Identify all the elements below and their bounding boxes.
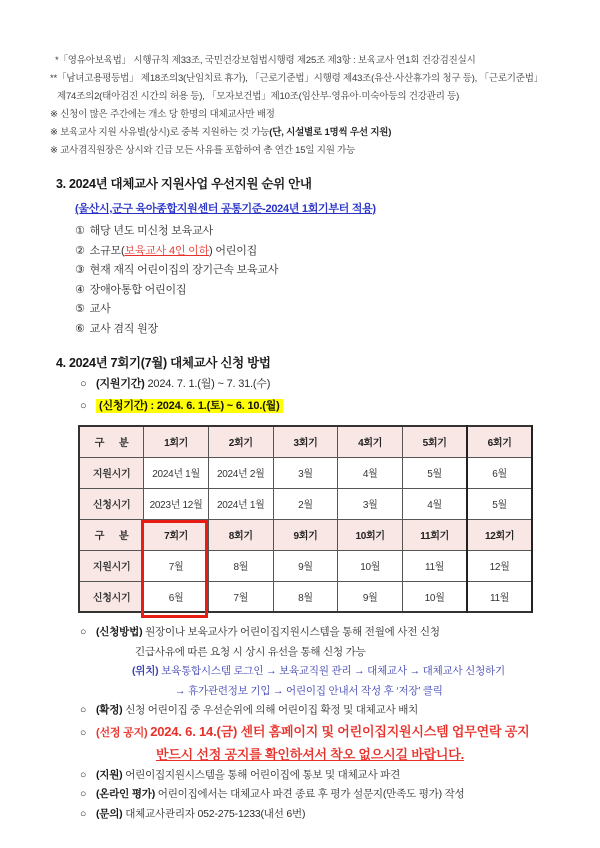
- table-header-cell: 2회기: [208, 426, 273, 457]
- circle-bullet-icon: ○: [80, 788, 87, 800]
- notice-line: [50, 142, 558, 160]
- circle-bullet-icon: ○: [80, 704, 87, 716]
- method-text: 신청 어린이집 중 우선순위에 의해 어린이집 확정 및 대체교사 배치: [125, 704, 419, 716]
- table-row: [79, 488, 532, 519]
- method-text: 어린이집지원시스템을 통해 어린이집에 통보 및 대체교사 파견: [125, 768, 401, 781]
- method-text: → 휴가관련정보 기입 → 어린이집 안내서 작성 후 ‘저장’ 클릭: [175, 684, 443, 697]
- table-cell: 5월: [403, 457, 468, 488]
- table-cell: 2024년 2월: [208, 457, 273, 488]
- table-header-cell: 4회기: [338, 426, 403, 457]
- notice-bold-text: (단, 시설별로 1명씩 우선 지원): [269, 127, 392, 138]
- item-number: ⑤: [75, 303, 85, 315]
- item-text: 장애아통합 어린이집: [89, 283, 187, 296]
- section3-title: 3. 2024년 대체교사 지원사업 우선지원 순위 안내: [56, 177, 312, 191]
- footnote-line: 제74조의2(태아검진 시간의 허용 등), 「모자보건법」제10조(임산부·영유아·미숙아등의 건강관리 등): [57, 91, 460, 102]
- method-line: [80, 805, 558, 825]
- table-cell: 11월: [467, 581, 532, 612]
- circle-bullet-icon: ○: [80, 807, 87, 820]
- selection-notice-text: 2024. 6. 14.(금) 센터 홈페이지 및 어린이집지원시스템 업무연락 공지: [150, 723, 530, 739]
- schedule-table-wrap: [78, 425, 533, 613]
- request-period-label: (신청기간) :: [99, 400, 154, 412]
- notice-text: ※ 교사겸직원장은 상시와 긴급 모든 사유를 포함하여 총 연간 15일 지원 가능: [50, 145, 356, 156]
- method-line: [80, 766, 558, 786]
- table-header-cell: 구 분: [79, 519, 144, 550]
- footnote-line: **「남녀고용평등법」 제18조의3(난임치료 휴가), 「근로기준법」시행령 제43조(유산·사산휴가의 청구 등), 「근로기준법」: [50, 73, 544, 84]
- item-red-text: 보육교사 4인 이하: [124, 244, 210, 257]
- method-label: (선정 공지): [96, 726, 148, 739]
- method-label: (신청방법): [96, 626, 143, 638]
- table-cell: 6월: [467, 457, 532, 488]
- table-header-cell: 구 분: [79, 426, 144, 457]
- table-header-cell: 6회기: [467, 426, 532, 457]
- circle-bullet-icon: ○: [80, 400, 87, 412]
- notice-text: ※ 신청이 많은 주간에는 개소 당 한명의 대체교사만 배정: [50, 109, 275, 120]
- method-text: 대체교사관리자 052-275-1233(내선 6번): [125, 807, 306, 820]
- apply-period-value: 2024. 7. 1.(월) ~ 7. 31.(수): [147, 378, 271, 390]
- method-label: (위치): [132, 665, 159, 677]
- table-header-cell: 3회기: [273, 426, 338, 457]
- table-cell: 2024년 1월: [144, 457, 209, 488]
- selection-warning-line: [90, 744, 530, 766]
- table-cell: 9월: [273, 550, 338, 581]
- highlighted-request-period: [96, 399, 283, 413]
- table-header-cell: 11회기: [403, 519, 468, 550]
- apply-period-line: [80, 375, 558, 393]
- table-cell: 4월: [403, 488, 468, 519]
- method-line: [80, 623, 558, 643]
- notice-line: [50, 106, 558, 124]
- item-text: 교사 겸직 원장: [89, 322, 158, 335]
- circle-bullet-icon: ○: [80, 626, 87, 638]
- row-label-cell: 신청시기: [79, 488, 144, 519]
- method-label: (온라인 평가): [96, 788, 156, 800]
- table-cell: 3월: [273, 457, 338, 488]
- item-number: ③: [75, 264, 85, 276]
- request-period-value: 2024. 6. 1.(토) ~ 6. 10.(월): [156, 400, 280, 412]
- method-line-location: [132, 662, 558, 682]
- priority-item: [75, 300, 558, 320]
- request-period-line: [80, 397, 558, 415]
- priority-item: [75, 242, 558, 262]
- table-header-row: [79, 426, 532, 457]
- section4-title: 4. 2024년 7회기(7월) 대체교사 신청 방법: [56, 356, 271, 370]
- priority-list: [75, 222, 558, 339]
- table-header-cell: 8회기: [208, 519, 273, 550]
- table-row: [79, 457, 532, 488]
- table-cell: 10월: [338, 550, 403, 581]
- row-label-cell: 지원시기: [79, 550, 144, 581]
- priority-item: [75, 281, 558, 301]
- circle-bullet-icon: ○: [80, 726, 87, 739]
- priority-item: [75, 320, 558, 340]
- table-cell: 9월: [338, 581, 403, 612]
- row-label-cell: 지원시기: [79, 457, 144, 488]
- table-cell: 10월: [403, 581, 468, 612]
- method-line: [80, 701, 558, 721]
- notice-line: [50, 124, 558, 142]
- selection-notice-line: [80, 721, 558, 744]
- table-cell: 7월: [144, 550, 209, 581]
- method-text: 원장이나 보육교사가 어린이집지원시스템을 통해 전월에 사전 신청: [145, 626, 440, 638]
- circle-bullet-icon: ○: [80, 378, 87, 390]
- table-cell: 8월: [273, 581, 338, 612]
- apply-period-label: (지원기간): [96, 378, 145, 390]
- section3-subtitle: (울산시,군구 육아종합지원센터 공통기준-2024년 1회기부터 적용): [75, 203, 376, 215]
- priority-item: [75, 261, 558, 281]
- table-header-cell: 5회기: [403, 426, 468, 457]
- method-label: (지원): [96, 768, 123, 781]
- table-row: [79, 581, 532, 612]
- table-header-cell: 9회기: [273, 519, 338, 550]
- item-number: ⑥: [75, 322, 85, 335]
- method-text: 긴급사유에 따른 요청 시 상시 유선을 통해 신청 가능: [135, 645, 366, 658]
- item-text: 교사: [89, 303, 111, 315]
- table-cell: 11월: [403, 550, 468, 581]
- row-label-cell: 신청시기: [79, 581, 144, 612]
- table-row: [79, 550, 532, 581]
- item-number: ④: [75, 283, 85, 296]
- item-number: ①: [75, 225, 85, 237]
- method-line: [80, 785, 558, 805]
- circle-bullet-icon: ○: [80, 768, 87, 781]
- method-text: 어린이집에서는 대체교사 파견 종료 후 평가 설문지(만족도 평가) 작성: [157, 788, 465, 800]
- method-line-location: [175, 682, 558, 702]
- table-cell: 2023년 12월: [144, 488, 209, 519]
- table-header-row: [79, 519, 532, 550]
- method-line: [135, 643, 558, 663]
- table-cell: 5월: [467, 488, 532, 519]
- table-cell: 2월: [273, 488, 338, 519]
- item-text: 해당 년도 미신청 보육교사: [89, 225, 213, 237]
- selection-warning-text: 반드시 선정 공지를 확인하셔서 착오 없으시길 바랍니다.: [155, 746, 465, 762]
- item-text: 현재 재직 어린이집의 장기근속 보육교사: [89, 264, 279, 276]
- method-label: (문의): [96, 807, 123, 820]
- table-header-cell: 7회기: [144, 519, 209, 550]
- table-cell: 2024년 1월: [208, 488, 273, 519]
- item-number: ②: [75, 244, 85, 257]
- table-cell: 7월: [208, 581, 273, 612]
- table-cell: 12월: [467, 550, 532, 581]
- table-header-cell: 10회기: [338, 519, 403, 550]
- table-cell: 4월: [338, 457, 403, 488]
- table-cell: 8월: [208, 550, 273, 581]
- item-text: ) 어린이집: [209, 244, 258, 257]
- table-cell: 6월: [144, 581, 209, 612]
- method-text: 보육통합시스템 로그인 → 보육교직원 관리 → 대체교사 → 대체교사 신청하기: [161, 665, 505, 677]
- method-list: [50, 623, 558, 824]
- table-header-cell: 1회기: [144, 426, 209, 457]
- item-text: 소규모(: [89, 244, 125, 257]
- table-header-cell: 12회기: [467, 519, 532, 550]
- method-label: (확정): [96, 704, 123, 716]
- priority-item: [75, 222, 558, 242]
- table-cell: 3월: [338, 488, 403, 519]
- notice-text: ※ 보육교사 지원 사유별(상시)로 중복 지원하는 것 가능: [50, 127, 270, 138]
- footnote-line: *「영유아보육법」 시행규칙 제33조, 국민건강보험법시행령 제25조 제3항 : 보육교사 연1회 건강검진실시: [55, 55, 476, 66]
- schedule-table: [78, 425, 533, 613]
